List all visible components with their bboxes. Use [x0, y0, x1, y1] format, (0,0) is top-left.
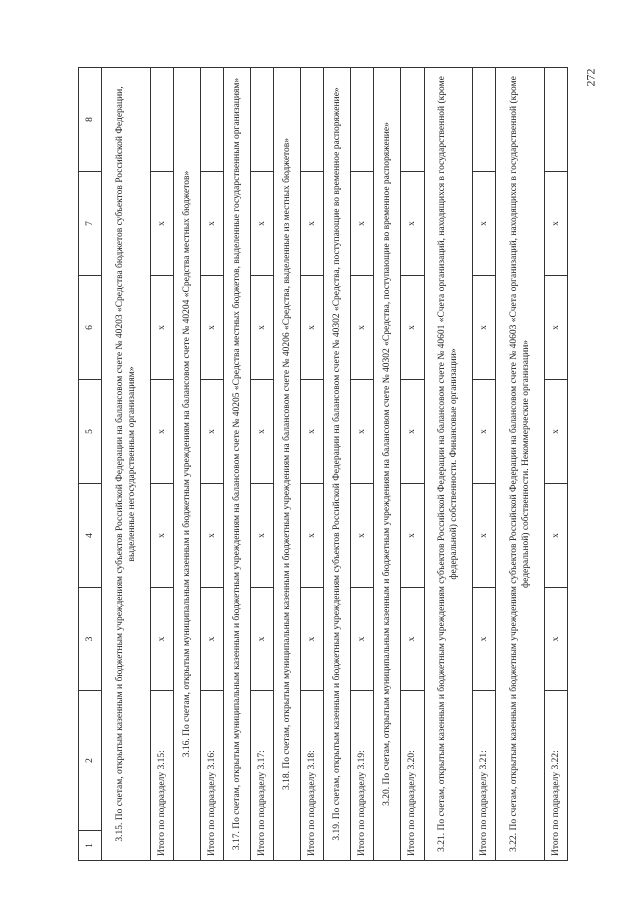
cell-x: x [401, 588, 424, 691]
section-title: 3.17. По счетам, открытым муниципальным казенным и бюджетным учреждениям на балансовом счете № 40205 «Средства местных бюджетов, выделенные государственным организациям» [224, 68, 251, 861]
total-label: Итого по подразделу 3.16: [200, 691, 223, 861]
cell-x: x [301, 172, 324, 276]
section-row [496, 68, 544, 861]
total-row [544, 68, 567, 861]
col-header: 7 [79, 172, 102, 276]
total-row [401, 68, 424, 861]
total-row [250, 68, 273, 861]
col-header: 3 [79, 588, 102, 691]
col-header: 5 [79, 380, 102, 484]
section-row [424, 68, 472, 861]
cell-empty [250, 68, 273, 172]
cell-x: x [301, 484, 324, 588]
section-row [324, 68, 351, 861]
section-row [374, 68, 401, 861]
section-row [173, 68, 200, 861]
cell-x: x [401, 380, 424, 484]
total-label: Итого по подразделу 3.22: [544, 691, 567, 861]
total-label: Итого по подразделу 3.17: [250, 691, 273, 861]
cell-x: x [250, 172, 273, 276]
cell-x: x [351, 276, 374, 380]
cell-x: x [401, 172, 424, 276]
total-row [301, 68, 324, 861]
cell-x: x [200, 484, 223, 588]
header-row [79, 68, 102, 861]
col-header: 8 [79, 68, 102, 172]
section-title: 3.19. По счетам, открытым казенным и бюджетным учреждениям субъектов Российской Федерации на балансовом счете № 40302 «Средства, поступающие во временное распоряжение» [324, 68, 351, 861]
rotated-table-area [78, 68, 568, 861]
cell-x: x [401, 276, 424, 380]
cell-x: x [250, 588, 273, 691]
cell-x: x [544, 484, 567, 588]
cell-x: x [150, 276, 173, 380]
col-header: 1 [79, 831, 102, 861]
section-row [224, 68, 251, 861]
cell-x: x [544, 588, 567, 691]
rotated-table-container [78, 68, 568, 861]
cell-x: x [351, 380, 374, 484]
cell-x: x [351, 484, 374, 588]
section-title: 3.20. По счетам, открытым муниципальным казенным и бюджетным учреждениям на балансовом счете № 40302 «Средства, поступающие во временное распоряжение» [374, 68, 401, 861]
section-title: 3.15. По счетам, открытым казенным и бюджетным учреждениям субъектов Российской Федерации на балансовом счете № 40203 «Средства бюджетов субъектов Российской Федерации, выделенные негосударственным организациям» [102, 68, 150, 861]
cell-empty [301, 68, 324, 172]
section-title: 3.16. По счетам, открытым муниципальным казенным и бюджетным учреждениям на балансовом счете № 40204 «Средства местных бюджетов» [173, 68, 200, 861]
col-header: 4 [79, 484, 102, 588]
cell-x: x [472, 588, 495, 691]
total-label: Итого по подразделу 3.19: [351, 691, 374, 861]
cell-x: x [250, 380, 273, 484]
total-row [351, 68, 374, 861]
section-row [102, 68, 150, 861]
col-header: 6 [79, 276, 102, 380]
total-label: Итого по подразделу 3.18: [301, 691, 324, 861]
cell-x: x [150, 380, 173, 484]
section-title: 3.22. По счетам, открытым казенным и бюджетным учреждениям субъектов Российской Федерации на балансовом счете № 40603 «Счета организаций, находящихся в государственной (кроме федеральной) собственности. Некоммерческие организации» [496, 68, 544, 861]
cell-x: x [301, 380, 324, 484]
cell-x: x [250, 276, 273, 380]
cell-x: x [472, 380, 495, 484]
total-label: Итого по подразделу 3.21: [472, 691, 495, 861]
cell-empty [200, 68, 223, 172]
cell-x: x [472, 276, 495, 380]
cell-x: x [200, 276, 223, 380]
cell-empty [472, 68, 495, 172]
total-row [472, 68, 495, 861]
cell-x: x [544, 380, 567, 484]
cell-x: x [150, 484, 173, 588]
total-row [150, 68, 173, 861]
cell-x: x [200, 588, 223, 691]
cell-x: x [301, 588, 324, 691]
cell-x: x [200, 172, 223, 276]
total-row [200, 68, 223, 861]
section-row [274, 68, 301, 861]
cell-x: x [401, 484, 424, 588]
cell-x: x [150, 588, 173, 691]
total-label: Итого по подразделу 3.15: [150, 691, 173, 861]
col-header: 2 [79, 691, 102, 831]
cell-x: x [472, 484, 495, 588]
cell-empty [351, 68, 374, 172]
cell-empty [401, 68, 424, 172]
cell-empty [544, 68, 567, 172]
page-number: 272 [583, 68, 598, 87]
total-label: Итого по подразделу 3.20: [401, 691, 424, 861]
cell-x: x [351, 172, 374, 276]
report-table [78, 67, 568, 861]
section-title: 3.18. По счетам, открытым муниципальным казенным и бюджетным учреждениям на балансовом счете № 40206 «Средства, выделенные из местных бюджетов» [274, 68, 301, 861]
section-title: 3.21. По счетам, открытым казенным и бюджетным учреждениям субъектов Российской Федерации на балансовом счете № 40601 «Счета организаций, находящихся в государственной (кроме федеральной) собственности. Финансовые организации» [424, 68, 472, 861]
cell-empty [150, 68, 173, 172]
cell-x: x [544, 276, 567, 380]
cell-x: x [351, 588, 374, 691]
cell-x: x [301, 276, 324, 380]
cell-x: x [250, 484, 273, 588]
cell-x: x [150, 172, 173, 276]
cell-x: x [544, 172, 567, 276]
cell-x: x [472, 172, 495, 276]
cell-x: x [200, 380, 223, 484]
